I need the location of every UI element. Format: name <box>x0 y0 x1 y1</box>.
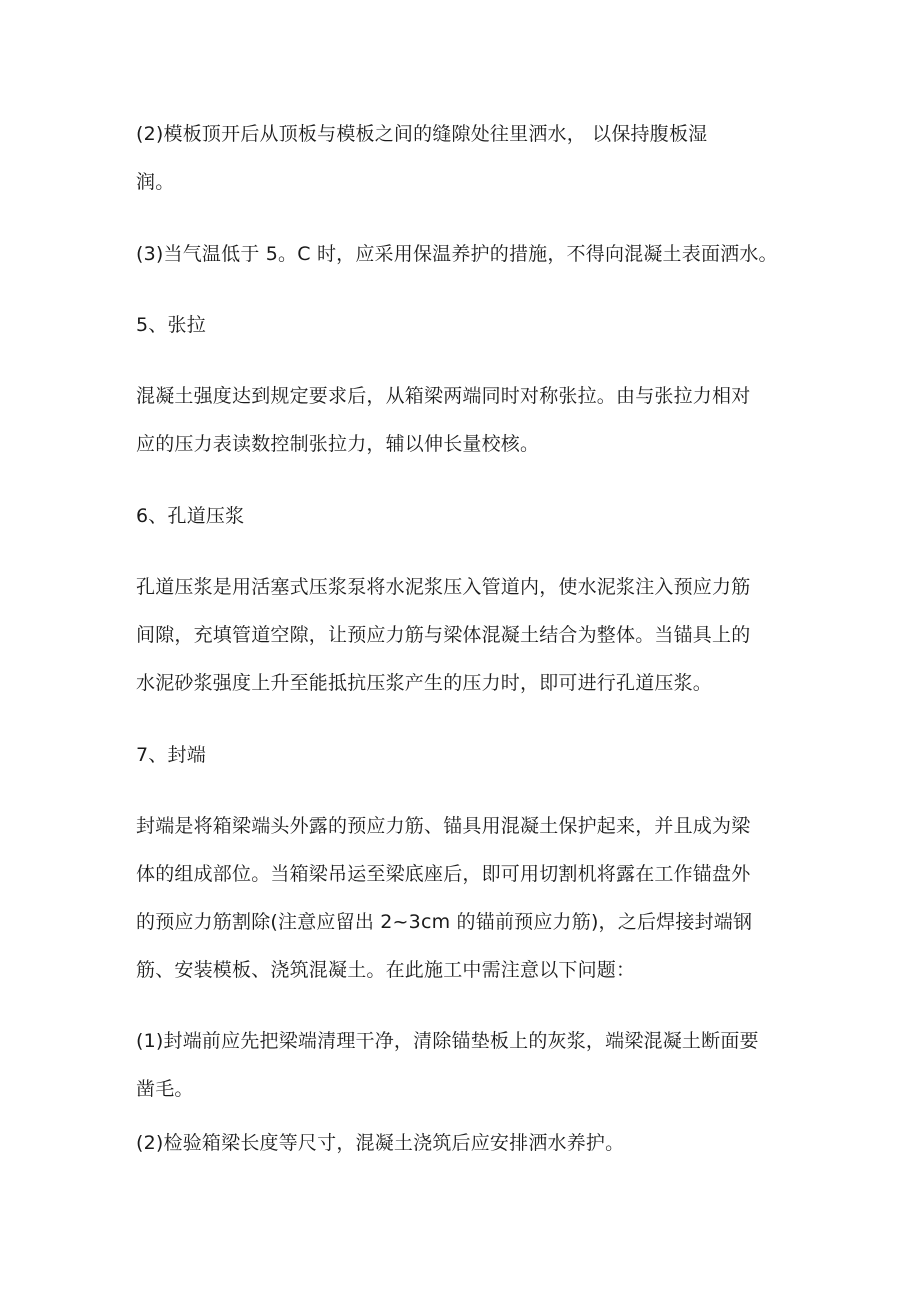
paragraph-line: 混凝土强度达到规定要求后，从箱梁两端同时对称张拉。由与张拉力相对 <box>136 385 751 407</box>
paragraph-line: 体的组成部位。当箱梁吊运至梁底座后，即可用切割机将露在工作锚盘外 <box>136 863 751 885</box>
paragraph-line: 孔道压浆是用活塞式压浆泵将水泥浆压入管道内，使水泥浆注入预应力筋 <box>136 576 751 598</box>
paragraph-line: (3)当气温低于 5。C 时，应采用保温养护的措施，不得向混凝土表面洒水。 <box>136 243 778 265</box>
paragraph-line: (2)模板顶开后从顶板与模板之间的缝隙处往里洒水， 以保持腹板湿 <box>136 123 708 145</box>
paragraph-line: 的预应力筋割除(注意应留出 2~3cm 的锚前预应力筋)，之后焊接封端钢 <box>136 911 753 933</box>
paragraph-line: 筋、安装模板、浇筑混凝土。在此施工中需注意以下问题： <box>136 959 636 981</box>
paragraph-line: 凿毛。 <box>136 1078 194 1100</box>
paragraph-line: 润。 <box>136 171 175 193</box>
paragraph-line: (1)封端前应先把梁端清理干净，清除锚垫板上的灰浆，端梁混凝土断面要 <box>136 1030 759 1052</box>
paragraph-line: 封端是将箱梁端头外露的预应力筋、锚具用混凝土保护起来，并且成为梁 <box>136 815 751 837</box>
section-heading: 7、封端 <box>136 744 206 766</box>
paragraph-line: 水泥砂浆强度上升至能抵抗压浆产生的压力时，即可进行孔道压浆。 <box>136 672 713 694</box>
section-heading: 6、孔道压浆 <box>136 505 245 527</box>
paragraph-line: (2)检验箱梁长度等尺寸，混凝土浇筑后应安排洒水养护。 <box>136 1132 625 1154</box>
paragraph-line: 间隙，充填管道空隙，让预应力筋与梁体混凝土结合为整体。当锚具上的 <box>136 624 751 646</box>
section-heading: 5、张拉 <box>136 314 206 336</box>
paragraph-line: 应的压力表读数控制张拉力，辅以伸长量校核。 <box>136 433 540 455</box>
